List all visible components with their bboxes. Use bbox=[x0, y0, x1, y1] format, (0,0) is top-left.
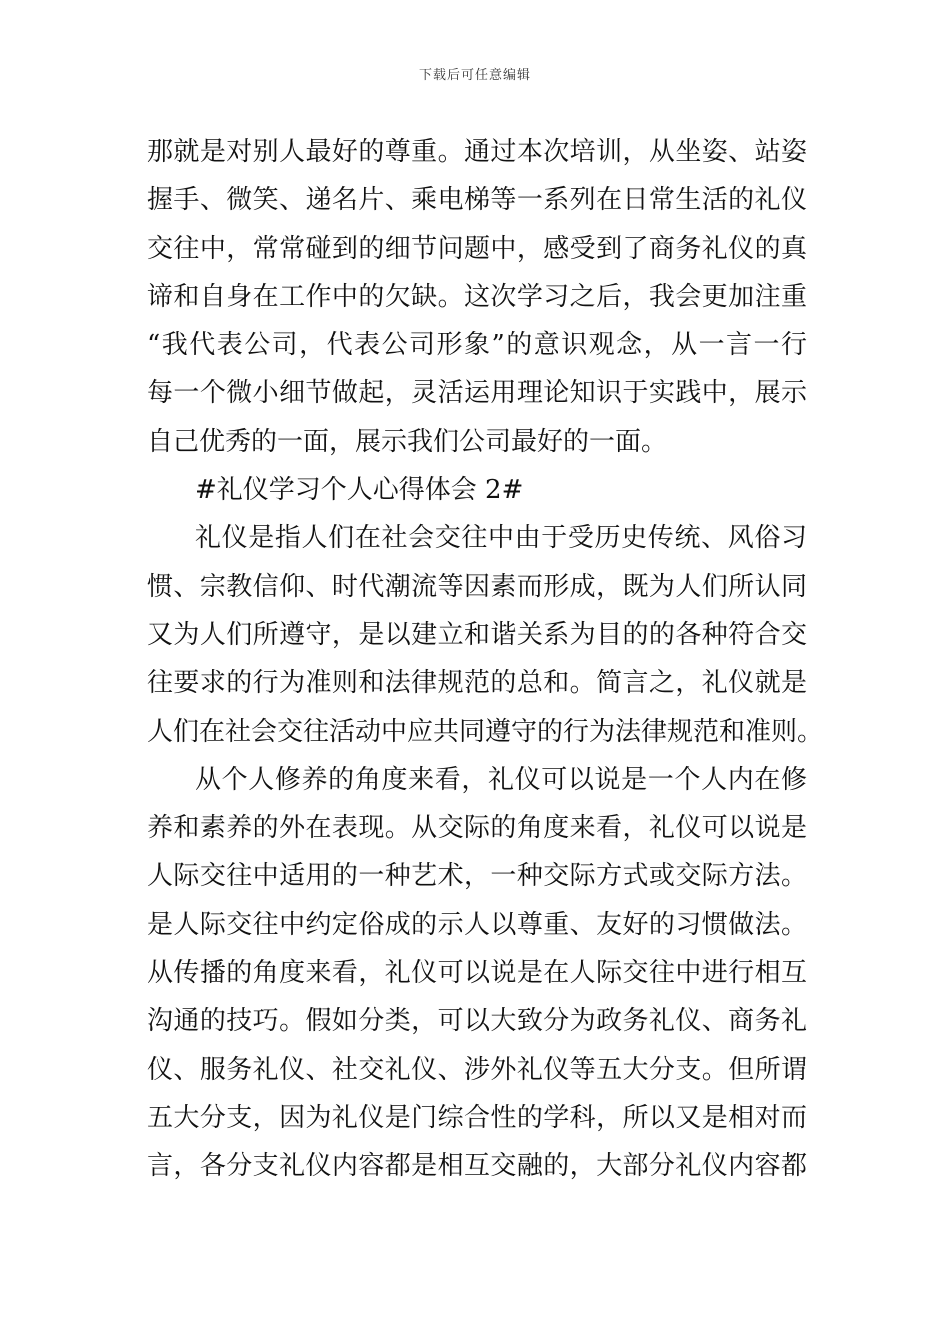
text-line: #礼仪学习个人心得体会 2# bbox=[195, 475, 524, 506]
text-line: 握手、微笑、递名片、乘电梯等一系列在日常生活的礼仪 bbox=[147, 185, 807, 216]
text-line: 沟通的技巧。假如分类，可以大致分为政务礼仪、商务礼 bbox=[147, 1006, 807, 1037]
header-note: 下载后可任意编辑 bbox=[418, 68, 531, 83]
text-line: 仪、服务礼仪、社交礼仪、涉外礼仪等五大分支。但所谓 bbox=[147, 1054, 807, 1085]
text-line: 每一个微小细节做起，灵活运用理论知识于实践中，展示 bbox=[147, 378, 807, 409]
text-line: 交往中，常常碰到的细节问题中，感受到了商务礼仪的真 bbox=[147, 233, 807, 264]
text-line: 养和素养的外在表现。从交际的角度来看，礼仪可以说是 bbox=[147, 813, 807, 844]
text-line: 人际交往中适用的一种艺术，一种交际方式或交际方法。 bbox=[147, 861, 807, 892]
text-line: 谛和自身在工作中的欠缺。这次学习之后，我会更加注重 bbox=[147, 281, 807, 312]
text-line: 从个人修养的角度来看，礼仪可以说是一个人内在修 bbox=[195, 764, 807, 795]
text-line: 从传播的角度来看，礼仪可以说是在人际交往中进行相互 bbox=[147, 958, 807, 989]
text-line: 又为人们所遵守，是以建立和谐关系为目的的各种符合交 bbox=[147, 619, 807, 650]
text-line: 五大分支，因为礼仪是门综合性的学科，所以又是相对而 bbox=[147, 1102, 807, 1133]
text-line: 自己优秀的一面，展示我们公司最好的一面。 bbox=[147, 426, 668, 457]
text-line: 那就是对别人最好的尊重。通过本次培训，从坐姿、站姿 bbox=[147, 137, 807, 167]
text-line: 人们在社会交往活动中应共同遵守的行为法律规范和准则。 bbox=[147, 716, 824, 747]
text-line: 言，各分支礼仪内容都是相互交融的，大部分礼仪内容都 bbox=[147, 1151, 807, 1182]
text-line: 惯、宗教信仰、时代潮流等因素而形成，既为人们所认同 bbox=[147, 571, 807, 602]
text-line: 是人际交往中约定俗成的示人以尊重、友好的习惯做法。 bbox=[147, 909, 807, 940]
text-line: 往要求的行为准则和法律规范的总和。简言之，礼仪就是 bbox=[147, 668, 807, 699]
body-text bbox=[147, 128, 824, 1191]
text-line: 礼仪是指人们在社会交往中由于受历史传统、风俗习 bbox=[195, 523, 807, 554]
text-line: “我代表公司，代表公司形象”的意识观念，从一言一行 bbox=[147, 330, 807, 361]
